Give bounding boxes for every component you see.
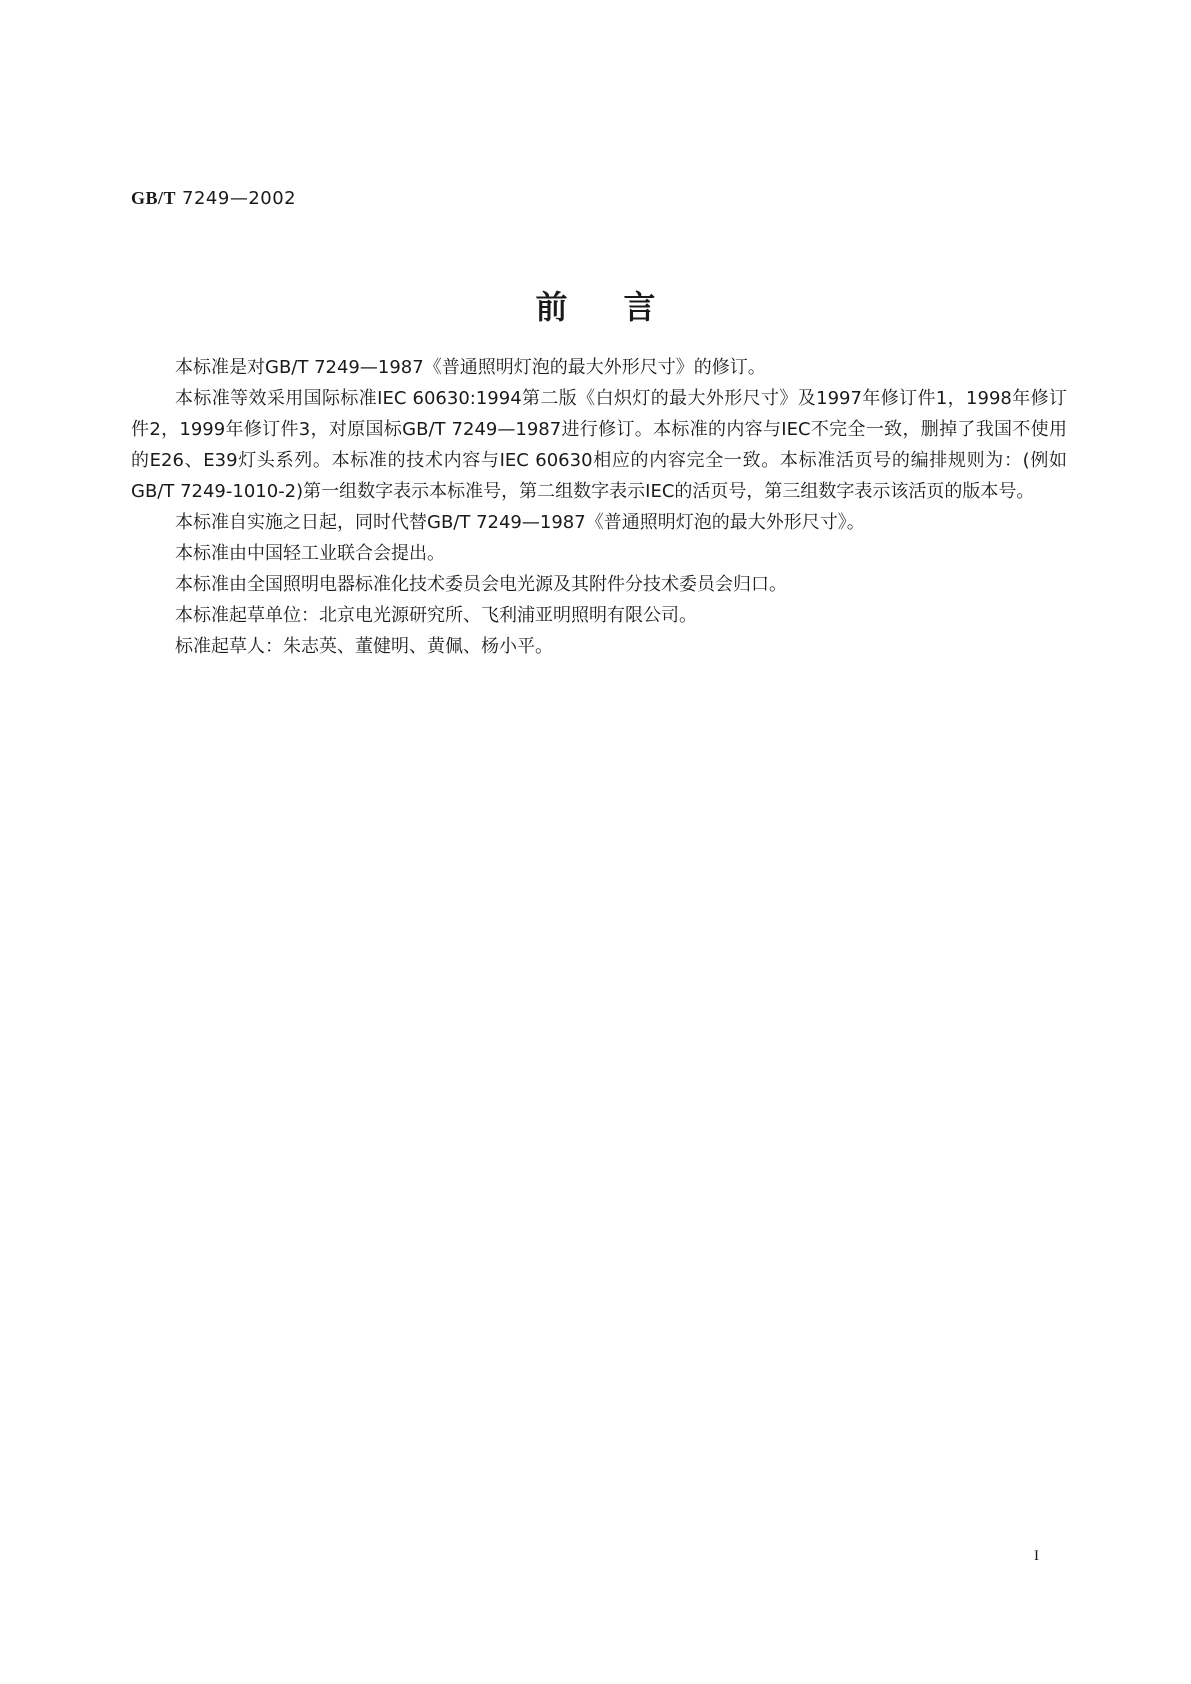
foreword-body xyxy=(131,352,1067,662)
paragraph: 本标准自实施之日起，同时代替GB/T 7249—1987《普通照明灯泡的最大外形尺寸》。 xyxy=(175,512,865,533)
paragraph: 本标准等效采用国际标准IEC 60630:1994第二版《白炽灯的最大外形尺寸》及1997年修订件1，1998年修订件2，1999年修订件3，对原国标GB/T 7249—1987进行修订。本标准的内容与IEC不完全一致，删掉了我国不使用的E26、E39灯头系列。本标准的技术内容与IEC 60630相应的内容完全一致。本标准活页号的编排规则为：(例如GB/T 7249-1010-2)第一组数字表示本标准号，第二组数字表示IEC的活页号，第三组数字表示该活页的版本号。 xyxy=(131,388,1067,502)
standard-prefix: GB/T xyxy=(131,188,177,208)
paragraph: 标准起草人：朱志英、董健明、黄佩、杨小平。 xyxy=(175,636,553,657)
paragraph: 本标准是对GB/T 7249—1987《普通照明灯泡的最大外形尺寸》的修订。 xyxy=(175,357,766,378)
paragraph: 本标准起草单位：北京电光源研究所、飞利浦亚明照明有限公司。 xyxy=(175,605,697,626)
page-title: 前言 xyxy=(535,288,712,326)
paragraph: 本标准由全国照明电器标准化技术委员会电光源及其附件分技术委员会归口。 xyxy=(175,574,787,595)
standard-header xyxy=(131,188,296,209)
paragraph: 本标准由中国轻工业联合会提出。 xyxy=(175,543,445,564)
page-number: I xyxy=(1034,1548,1039,1564)
standard-code: 7249—2002 xyxy=(182,188,297,209)
